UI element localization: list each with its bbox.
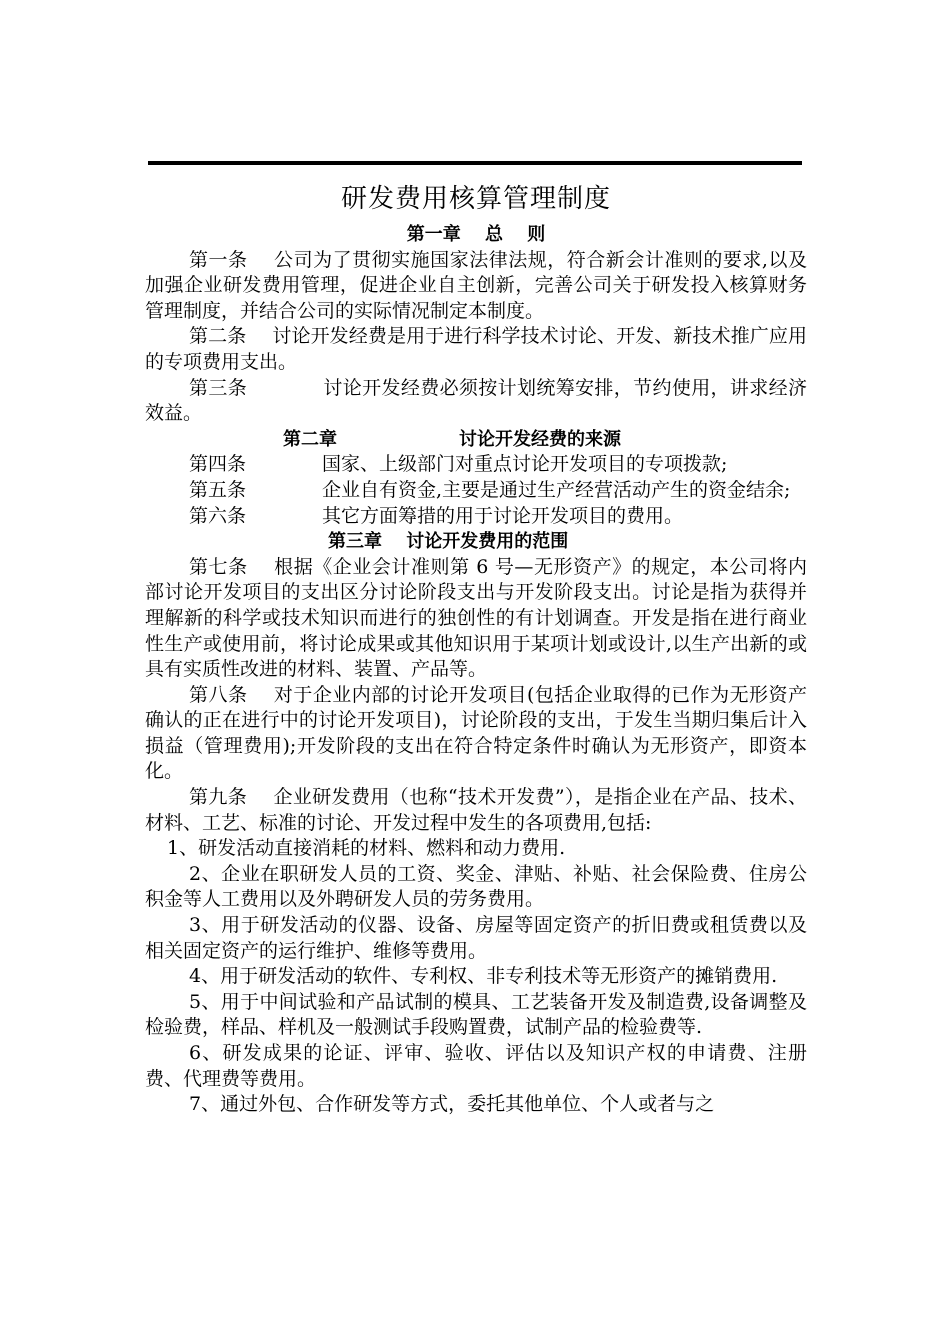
list-item: 3、用于研发活动的仪器、设备、房屋等固定资产的折旧费或租赁费以及相关固定资产的运行维护、维修等费用。 — [145, 914, 807, 962]
article-8-label: 第八条 — [189, 683, 248, 706]
list-item: 4、用于研发活动的软件、专利权、非专利技术等无形资产的摊销费用. — [189, 965, 778, 988]
article-4 — [145, 452, 807, 478]
article-3-text: 讨论开发经费必须按计划统筹安排，节约使用，讲求经济效益。 — [145, 376, 807, 425]
chapter-2-number: 第二章 — [283, 428, 337, 450]
list-item: 6、研发成果的论证、评审、验收、评估以及知识产权的申请费、注册费、代理费等费用。 — [145, 1042, 807, 1090]
document-title: 研发费用核算管理制度 — [340, 184, 611, 214]
article-6-label: 第六条 — [189, 504, 247, 527]
article-7-label: 第七条 — [189, 555, 248, 578]
list-item: 1、研发活动直接消耗的材料、燃料和动力费用. — [167, 837, 566, 860]
chapter-1-heading: 第一章 总 则 — [406, 224, 546, 245]
article-2-text: 讨论开发经费是用于进行科学技术讨论、开发、新技术推广应用的专项费用支出。 — [145, 325, 807, 373]
chapter-3-heading: 第三章 讨论开发费用的范围 — [328, 531, 569, 553]
article-6-text: 其它方面筹措的用于讨论开发项目的费用。 — [322, 504, 684, 527]
chapter-2-heading — [145, 427, 807, 453]
article-9-label: 第九条 — [189, 786, 248, 809]
article-4-text: 国家、上级部门对重点讨论开发项目的专项拨款; — [322, 453, 728, 476]
article-4-label: 第四条 — [189, 453, 247, 476]
article-2 — [145, 324, 807, 375]
article-2-label: 第二条 — [189, 325, 247, 348]
article-5-label: 第五条 — [189, 478, 247, 501]
article-1 — [145, 248, 807, 325]
document-body — [145, 222, 807, 1118]
article-6 — [145, 504, 807, 530]
article-5 — [145, 478, 807, 504]
article-7-text: 根据《企业会计准则第 6 号—无形资产》的规定，本公司将内部讨论开发项目的支出区分讨论阶段支出与开发阶段支出。讨论是指为获得并理解新的科学或技术知识而进行的独创性的有计划调查。开发是指在进行商业性生产或使用前，将讨论成果或其他知识用于某项计划或设计,以生产出新的或具有实质性改进的材料、装置、产品等。 — [145, 555, 807, 681]
list-item: 2、企业在职研发人员的工资、奖金、津贴、补贴、社会保险费、住房公积金等人工费用以及外聘研发人员的劳务费用。 — [145, 862, 807, 911]
article-9-text: 企业研发费用（也称“技术开发费”），是指企业在产品、技术、材料、工艺、标准的讨论、开发过程中发生的各项费用,包括: — [145, 786, 807, 834]
article-8 — [145, 683, 807, 785]
list-item: 7、通过外包、合作研发等方式，委托其他单位、个人或者与之 — [189, 1093, 715, 1116]
article-8-text: 对于企业内部的讨论开发项目(包括企业取得的已作为无形资产确认的正在进行中的讨论开发项目)，讨论阶段的支出，于发生当期归集后计入损益（管理费用);开发阶段的支出在符合特定条件时确认为无形资产，即资本化。 — [145, 683, 807, 783]
article-3 — [145, 376, 807, 427]
article-1-label: 第一条 — [189, 248, 248, 271]
chapter-2-title: 讨论开发经费的来源 — [459, 428, 621, 450]
header-rule — [148, 161, 802, 165]
article-9 — [145, 785, 807, 836]
article-1-text: 公司为了贯彻实施国家法律法规，符合新会计准则的要求,以及加强企业研发费用管理，促进企业自主创新，完善公司关于研发投入核算财务管理制度，并结合公司的实际情况制定本制度。 — [145, 248, 807, 322]
article-5-text: 企业自有资金,主要是通过生产经营活动产生的资金结余; — [322, 478, 791, 501]
article-7 — [145, 555, 807, 683]
article-3-label: 第三条 — [189, 376, 248, 399]
list-item: 5、用于中间试验和产品试制的模具、工艺装备开发及制造费,设备调整及检验费，样品、样机及一般测试手段购置费，试制产品的检验费等. — [145, 990, 807, 1039]
